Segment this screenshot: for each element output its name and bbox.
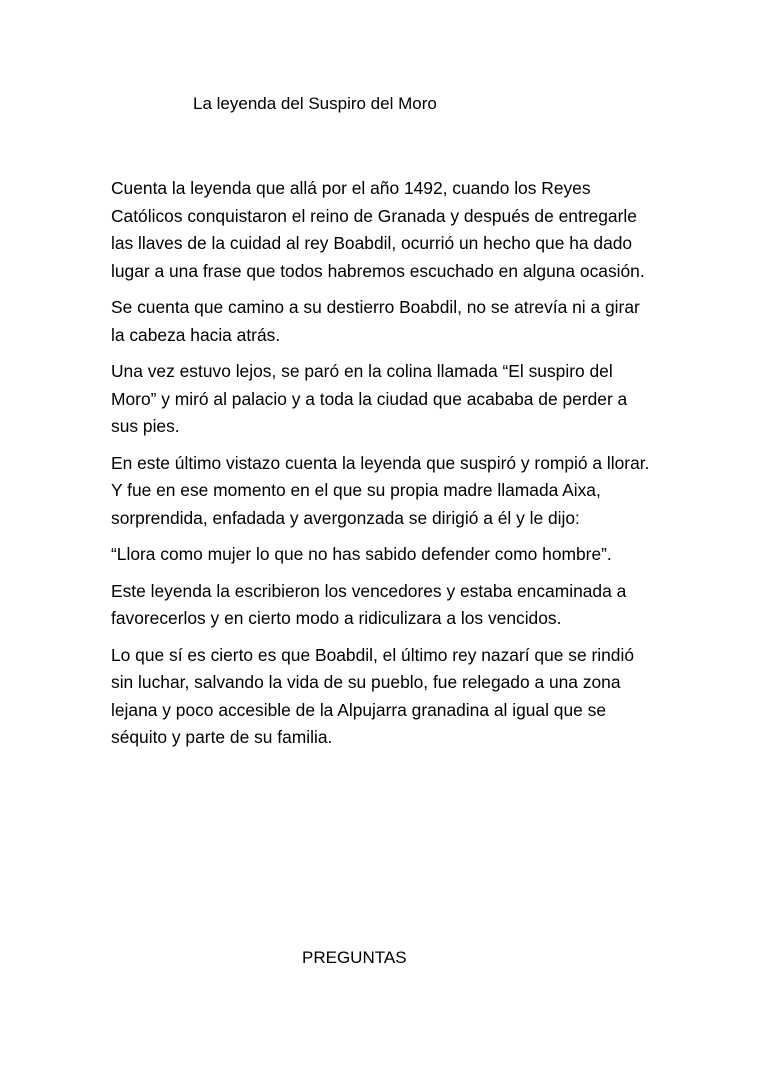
- paragraph: Este leyenda la escribieron los vencedores y estaba encaminada a favorecerlos y en cierto modo a ridiculizara a los vencidos.: [111, 580, 627, 628]
- section-heading: PREGUNTAS: [302, 948, 407, 967]
- paragraph: Una vez estuvo lejos, se paró en la colina llamada “El suspiro del Moro” y miró al palacio y a toda la ciudad que acababa de perder a sus pies.: [111, 361, 628, 436]
- paragraph: Cuenta la leyenda que allá por el año 1492, cuando los Reyes Católicos conquistaron el reino de Granada y después de entregarle las llaves de la cuidad al rey Boabdil, ocurrió un hecho que ha dado lugar a una frase que todos habremos escuchado en alguna ocasión.: [111, 178, 645, 281]
- document-body: [111, 175, 656, 761]
- document-title: La leyenda del Suspiro del Moro: [193, 94, 437, 113]
- paragraph: En este último vistazo cuenta la leyenda que suspiró y rompió a llorar. Y fue en ese momento en el que su propia madre llamada Aixa, sorprendida, enfadada y avergonzada se dirigió a él y le dijo:: [111, 452, 650, 528]
- paragraph: Se cuenta que camino a su destierro Boabdil, no se atrevía ni a girar la cabeza hacia atrás.: [111, 297, 640, 345]
- paragraph: Lo que sí es cierto es que Boabdil, el último rey nazarí que se rindió sin luchar, salvando la vida de su pueblo, fue relegado a una zona lejana y poco accesible de la Alpujarra granadina al igual que se séquito y parte de su familia.: [111, 644, 634, 747]
- paragraph: “Llora como mujer lo que no has sabido defender como hombre”.: [111, 544, 612, 564]
